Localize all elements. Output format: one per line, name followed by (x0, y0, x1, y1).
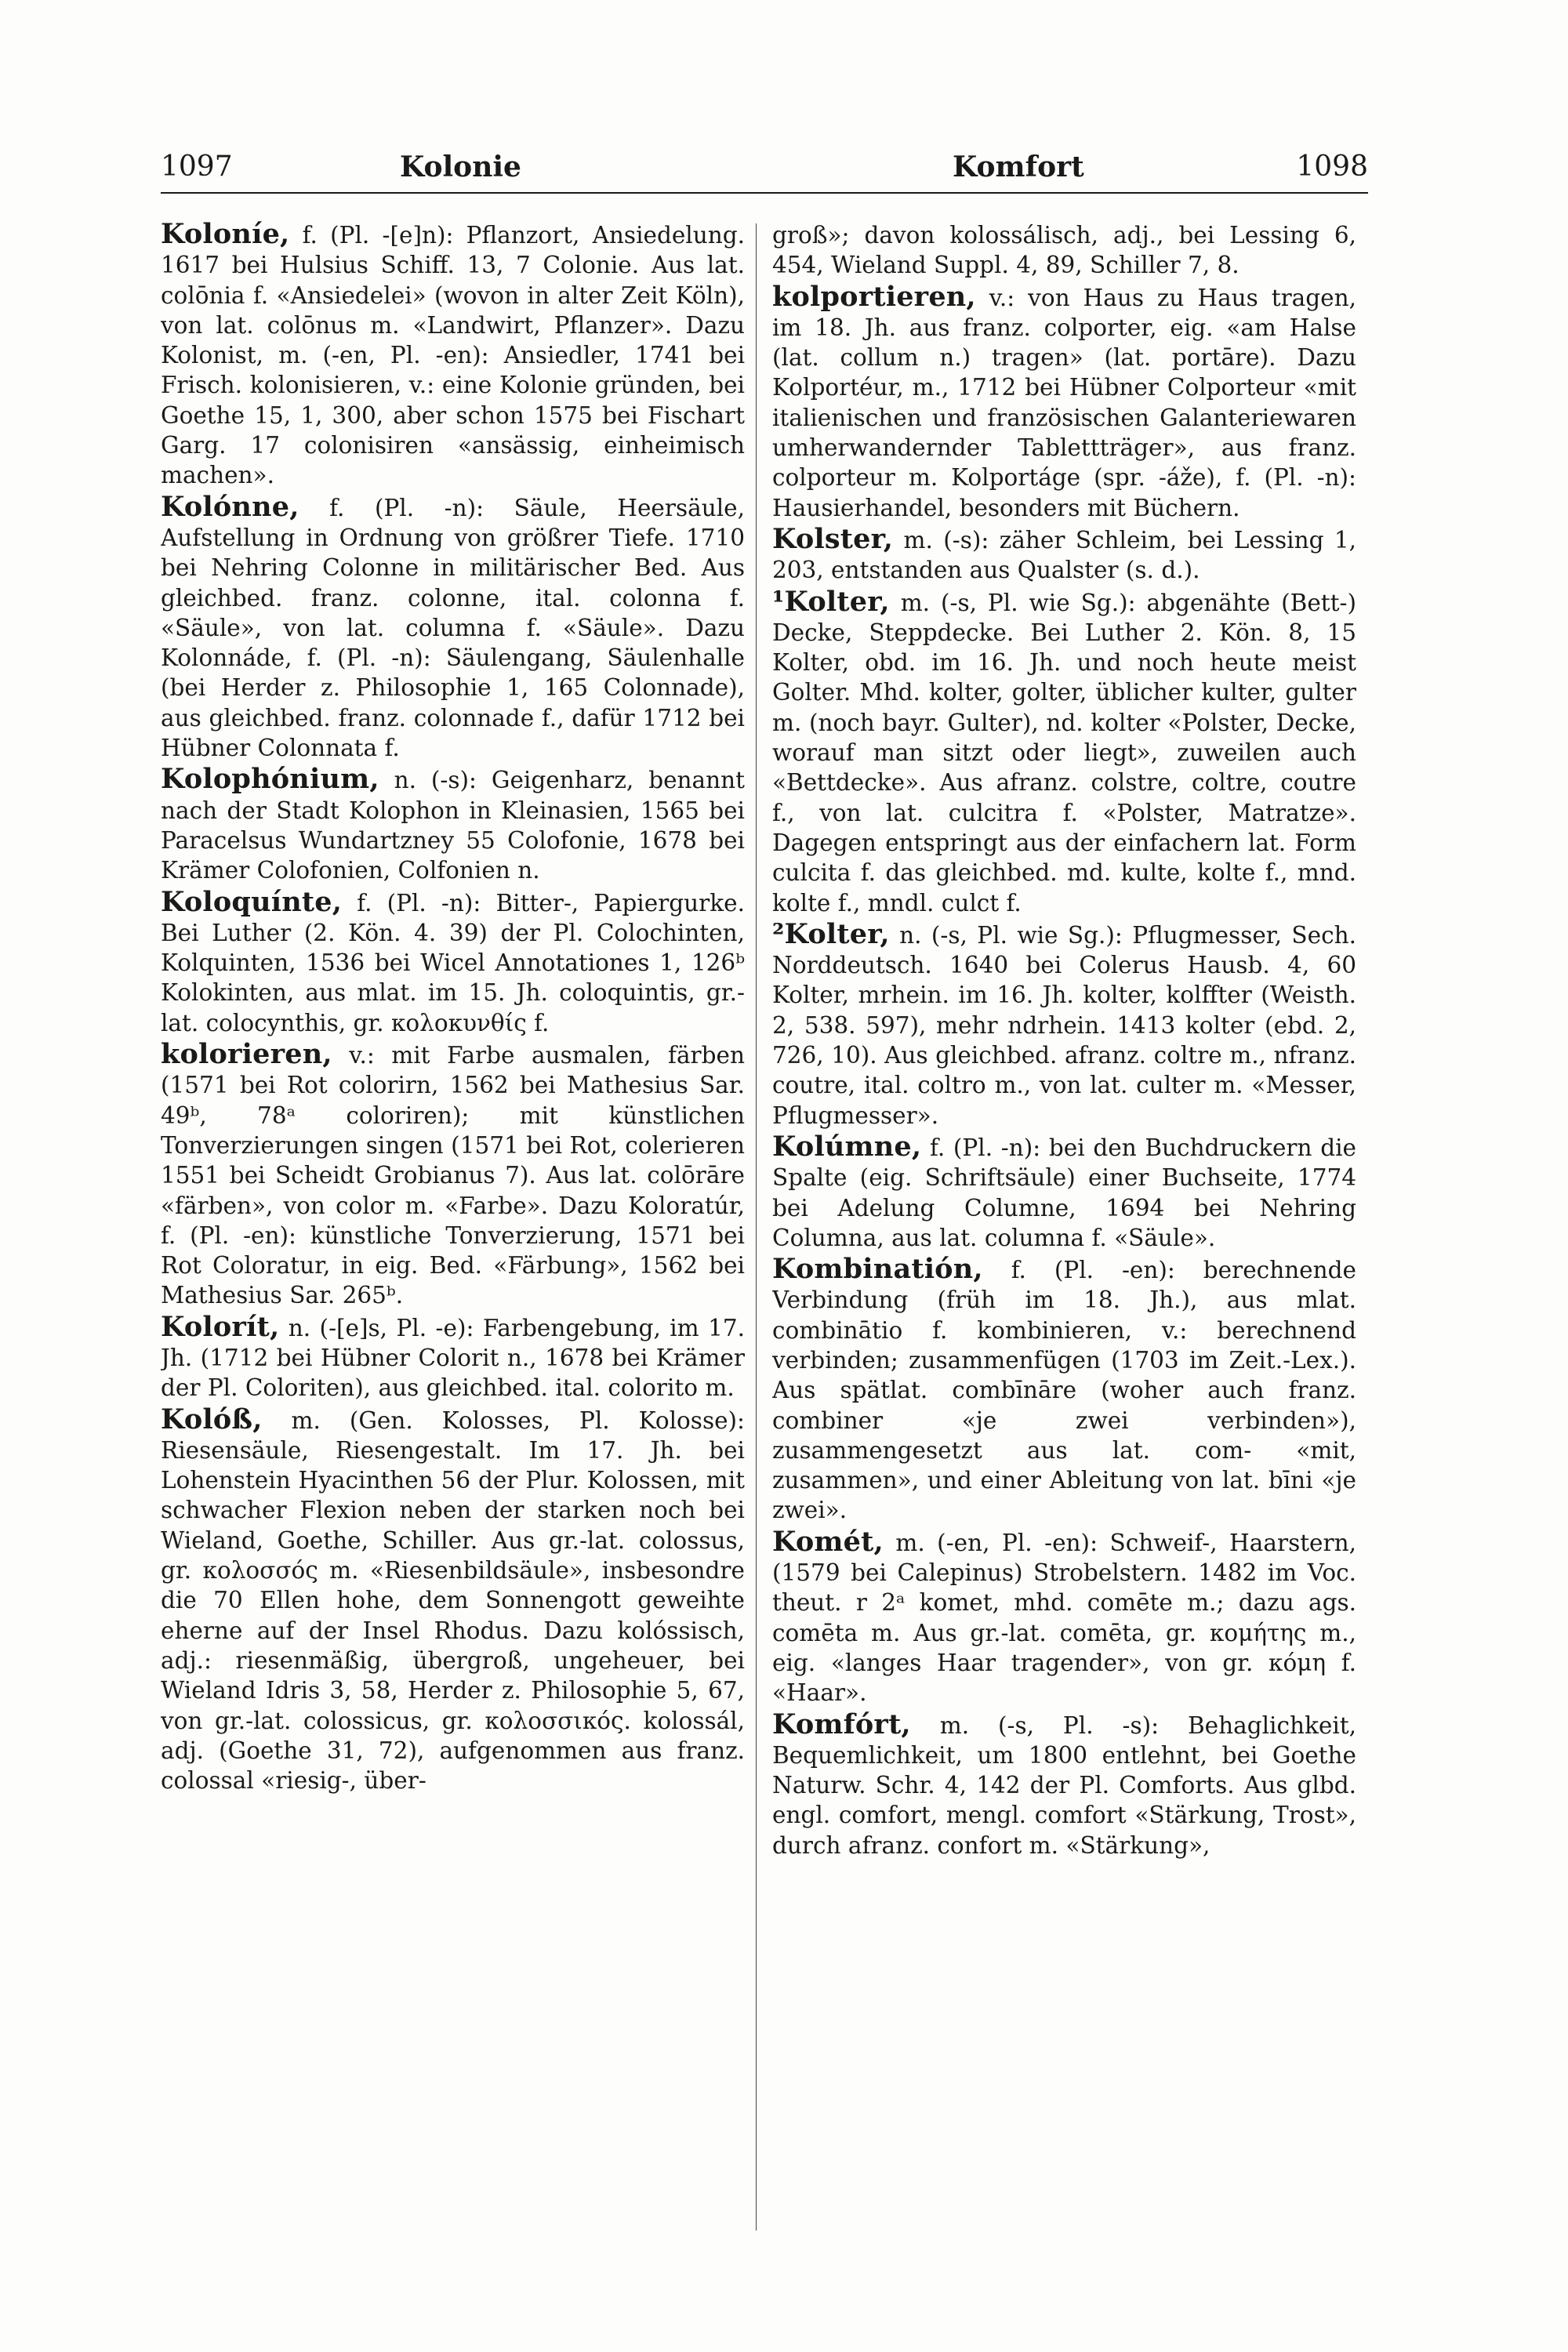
entry-body: m. (-s, Pl. wie Sg.): abgenähte (Bett-) Decke, Steppdecke. Bei Luther 2. Kön. 8, 15 Kolter, obd. im 16. Jh. und noch heute meist Golter. Mhd. kolter, golter, üblicher kulter, gulter m. (noch bayr. Gulter), nd. kolter «Polster, Decke, worauf man sitzt oder liegt», zuweilen auch «Bettdecke». Aus afranz. colstre, coltre, coutre f., von lat. culcitra f. «Polster, Matratze». Dagegen entspringt aus der einfachern lat. Form culcita f. das gleichbed. md. kulte, kolte f., mnd. kolte f., mndl. culct f. (772, 589, 1356, 916)
entry-koloquinte (161, 887, 745, 1038)
entry-komet (772, 1527, 1356, 1708)
entry-body: f. (Pl. -n): Säule, Heersäule, Aufstellung in Ordnung von größrer Tiefe. 1710 bei Nehring Colonne in militärischer Bed. Aus gleichbed. franz. colonne, ital. colonna f. «Säule», von lat. columna f. «Säule». Dazu Kolonnáde, f. (Pl. -n): Säulengang, Säulenhalle (bei Herder z. Philosophie 1, 165 Colonnade), aus gleichbed. franz. colonnade f., dafür 1712 bei Hübner Colonnata f. (161, 494, 745, 762)
entry-body: f. (Pl. -n): Bitter-, Papiergurke. Bei Luther (2. Kön. 4. 39) der Pl. Colochinten, Kolquinten, 1536 bei Wicel Annotationes 1, 126ᵇ Kolokinten, aus mlat. im 15. Jh. coloquintis, gr.-lat. colocynthis, gr. κολοκυνθίς f. (161, 889, 745, 1036)
entry-body: n. (-[e]s, Pl. -e): Farbengebung, im 17. Jh. (1712 bei Hübner Colorit n., 1678 bei Krämer der Pl. Coloriten), aus gleichbed. ital. colorito m. (161, 1314, 745, 1402)
column-divider (756, 223, 757, 2230)
headword: Koloquínte, (161, 885, 343, 918)
headword: Kolster, (772, 522, 894, 555)
entry-body: f. (Pl. -[e]n): Pflanzort, Ansiedelung. 1617 bei Hulsius Schiff. 13, 7 Colonie. Aus lat. colōnia f. «Ansiedelei» (wovon in alter Zeit Köln), von lat. colōnus m. «Landwirt, Pflanzer». Dazu Kolonist, m. (-en, Pl. -en): Ansiedler, 1741 bei Frisch. kolonisieren, v.: eine Kolonie gründen, bei Goethe 15, 1, 300, aber schon 1575 bei Fischart Garg. 17 colonisiren «ansässig, einheimisch machen». (161, 222, 745, 489)
headword: Kolónne, (161, 490, 299, 523)
running-head-right: Komfort (953, 151, 1084, 183)
entry-body: m. (Gen. Kolosses, Pl. Kolosse): Riesensäule, Riesengestalt. Im 17. Jh. bei Lohenstein Hyacinthen 56 der Plur. Kolossen, mit schwacher Flexion neben der starken noch bei Wieland, Goethe, Schiller. Aus gr.-lat. colossus, gr. κολοσσός m. «Riesenbildsäule», insbesondre die 70 Ellen hohe, dem Sonnengott geweihte eherne auf der Insel Rhodus. Dazu kolóssisch, adj.: riesenmäßig, übergroß, ungeheuer, bei Wieland Idris 3, 58, Herder z. Philosophie 5, 67, von gr.-lat. colossicus, gr. κολοσσικός. kolossál, adj. (Goethe 31, 72), aufgenommen aus franz. colossal «riesig-, über- (161, 1406, 745, 1795)
entry-body: m. (-en, Pl. -en): Schweif-, Haarstern, (1579 bei Calepinus) Strobelstern. 1482 im Voc. theut. r 2ᵃ komet, mhd. comēte m.; dazu ags. comēta m. Aus gr.-lat. comēta, gr. κομήτης m., eig. «langes Haar tragender», von gr. κόμη f. «Haar». (772, 1529, 1356, 1707)
entry-kolster (772, 524, 1356, 586)
left-column (161, 220, 745, 2227)
entry-body: n. (-s, Pl. wie Sg.): Pflugmesser, Sech. Norddeutsch. 1640 bei Colerus Hausb. 4, 60 Kolter, mrhein. im 16. Jh. kolter, kolffter (Weisth. 2, 538. 597), mehr ndrhein. 1413 kolter (ebd. 2, 726, 10). Aus gleichbed. afranz. coltre m., nfranz. coutre, ital. coltro m., von lat. culter m. «Messer, Pflugmesser». (772, 921, 1356, 1129)
running-header (161, 145, 1368, 194)
entry-body: n. (-s): Geigenharz, benannt nach der Stadt Kolophon in Kleinasien, 1565 bei Paracelsus Wundartzney 55 Colofonie, 1678 bei Krämer Colofonien, Colfonien n. (161, 767, 745, 884)
headword: kolportieren, (772, 280, 976, 313)
right-column (772, 220, 1356, 2227)
entry-kombination (772, 1254, 1356, 1526)
headword: Kolóß, (161, 1403, 263, 1436)
headword: ¹Kolter, (772, 585, 890, 618)
entry-body: f. (Pl. -n): bei den Buchdruckern die Spalte (eig. Schriftsäule) einer Buchseite, 1774 bei Adelung Columne, 1694 bei Nehring Columna, aus lat. columna f. «Säule». (772, 1134, 1356, 1251)
entry-kolonne (161, 492, 745, 764)
headword: Koloníe, (161, 220, 290, 250)
entry-continuation (772, 220, 1356, 281)
entry-body: m. (-s): zäher Schleim, bei Lessing 1, 203, entstanden aus Qualster (s. d.). (772, 526, 1356, 584)
running-head-left: Kolonie (400, 151, 521, 183)
page-number-left: 1097 (161, 151, 233, 183)
entry-kolonie (161, 220, 745, 491)
headword: Kolophónium, (161, 763, 379, 796)
entry-kolumne (772, 1132, 1356, 1253)
entry-komfort (772, 1710, 1356, 1860)
entry-koloss (161, 1405, 745, 1796)
entry-body: v.: mit Farbe ausmalen, färben (1571 bei Rot colorirn, 1562 bei Mathesius Sar. 49ᵇ, 78ᵃ coloriren); mit künstlichen Tonverzierungen singen (1571 bei Rot, colerieren 1551 bei Scheidt Grobianus 7). Aus lat. colōrāre «färben», von color m. «Farbe». Dazu Koloratúr, f. (Pl. -en): künstliche Tonverzierung, 1571 bei Rot Coloratur, in eig. Bed. «Färbung», 1562 bei Mathesius Sar. 265ᵇ. (161, 1042, 745, 1309)
entry-kolter-2 (772, 917, 1356, 1131)
headword: Kombinatión, (772, 1253, 983, 1286)
entry-kolportieren (772, 282, 1356, 523)
entry-body: v.: von Haus zu Haus tragen, im 18. Jh. aus franz. colporter, eig. «am Halse (lat. collum n.) tragen» (lat. portāre). Dazu Kolportéur, m., 1712 bei Hübner Colporteur «mit italienischen und französischen Galanteriewaren umherwandernder Tablettträger», aus franz. colporteur m. Kolportáge (spr. -áže), f. (Pl. -n): Hausierhandel, besonders mit Büchern. (772, 284, 1356, 521)
headword: Kolúmne, (772, 1130, 922, 1163)
entry-kolophonium (161, 764, 745, 885)
headword: Komét, (772, 1525, 884, 1558)
entry-body: m. (-s, Pl. -s): Behaglichkeit, Bequemlichkeit, um 1800 entlehnt, bei Goethe Naturw. Schr. 4, 142 der Pl. Comforts. Aus glbd. engl. comfort, mengl. comfort «Stärkung, Trost», durch afranz. confort m. «Stärkung», (772, 1711, 1356, 1859)
headword: Kolorít, (161, 1310, 280, 1343)
entry-kolorit (161, 1312, 745, 1403)
entry-kolorieren (161, 1040, 745, 1311)
entry-body: f. (Pl. -en): berechnende Verbindung (früh im 18. Jh.), aus mlat. combinātio f. kombinieren, v.: berechnend verbinden; zusammenfügen (1703 im Zeit.-Lex.). Aus spätlat. combīnāre (woher auch franz. combiner «je zwei verbinden»), zusammengesetzt aus lat. com- «mit, zusammen», und einer Ableitung von lat. bīni «je zwei». (772, 1257, 1356, 1524)
headword: ²Kolter, (772, 917, 890, 950)
entry-body: groß»; davon kolossálisch, adj., bei Lessing 6, 454, Wieland Suppl. 4, 89, Schiller 7, 8. (772, 222, 1356, 279)
headword: Komfórt, (772, 1708, 911, 1740)
page-number-right: 1098 (1296, 151, 1368, 183)
headword: kolorieren, (161, 1038, 332, 1071)
entry-kolter-1 (772, 587, 1356, 918)
